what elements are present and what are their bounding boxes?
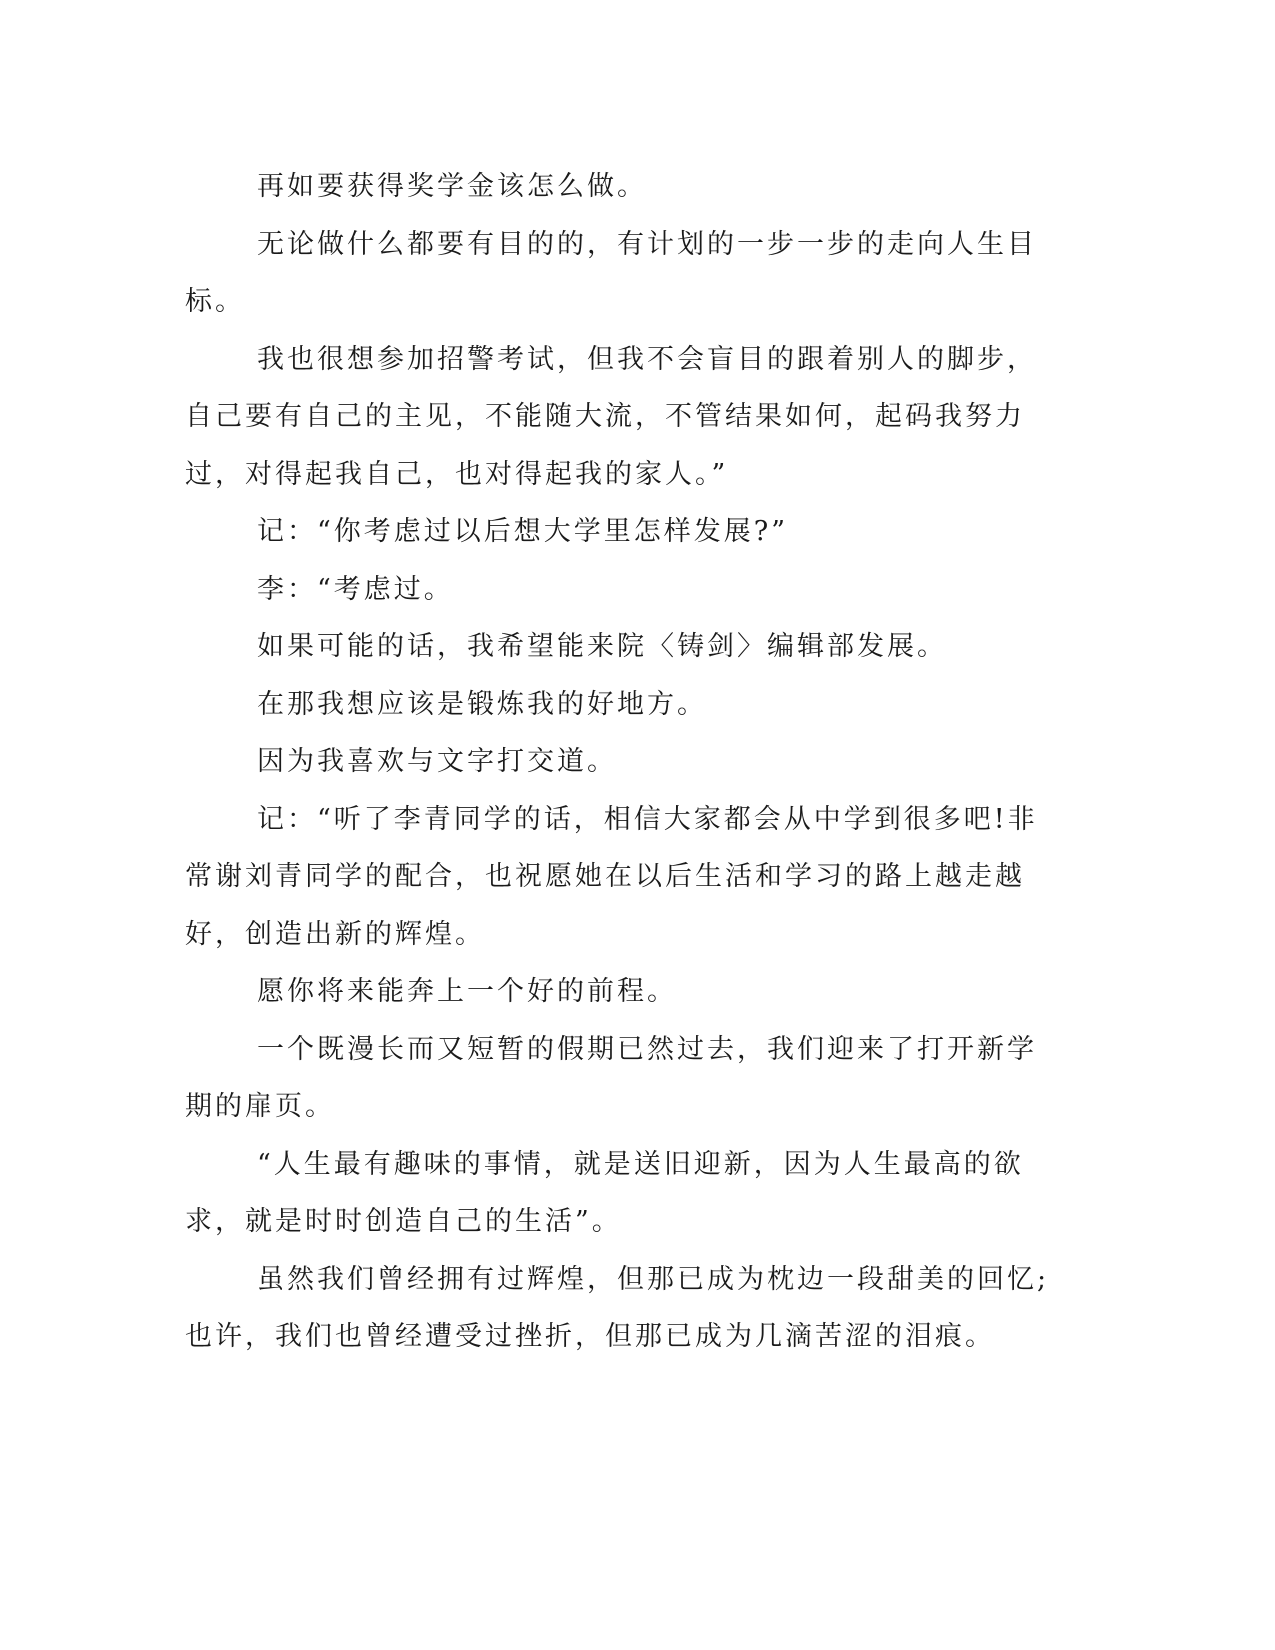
paragraph: 因为我喜欢与文字打交道。 bbox=[257, 746, 617, 777]
paragraph: 如果可能的话，我希望能来院〈铸剑〉编辑部发展。 bbox=[257, 631, 947, 662]
paragraph: 一个既漫长而又短暂的假期已然过去，我们迎来了打开新学期的扉页。 bbox=[185, 1033, 1037, 1122]
paragraph: 在那我想应该是锻炼我的好地方。 bbox=[257, 688, 707, 720]
paragraph: 愿你将来能奔上一个好的前程。 bbox=[257, 976, 677, 1007]
paragraph: 记：“听了李青同学的话，相信大家都会从中学到很多吧!非常谢刘青同学的配合，也祝愿她在以后生活和学习的路上越走越好，创造出新的辉煌。 bbox=[185, 803, 1038, 950]
paragraph: 记：“你考虑过以后想大学里怎样发展?” bbox=[257, 516, 789, 547]
paragraph: 李：“考虑过。 bbox=[257, 573, 454, 605]
paragraph: 虽然我们曾经拥有过辉煌，但那已成为枕边一段甜美的回忆;也许，我们也曾经遭受过挫折，但那已成为几滴苦涩的泪痕。 bbox=[185, 1263, 1050, 1352]
paragraph: “人生最有趣味的事情，就是送旧迎新，因为人生最高的欲求，就是时时创造自己的生活”。 bbox=[185, 1148, 1024, 1237]
paragraph: 我也很想参加招警考试，但我不会盲目的跟着别人的脚步，自己要有自己的主见，不能随大流，不管结果如何，起码我努力过，对得起我自己，也对得起我的家人。” bbox=[185, 343, 1037, 490]
paragraph: 再如要获得奖学金该怎么做。 bbox=[257, 171, 647, 202]
paragraph: 无论做什么都要有目的的，有计划的一步一步的走向人生目标。 bbox=[185, 228, 1037, 317]
body-text bbox=[185, 158, 1065, 1366]
